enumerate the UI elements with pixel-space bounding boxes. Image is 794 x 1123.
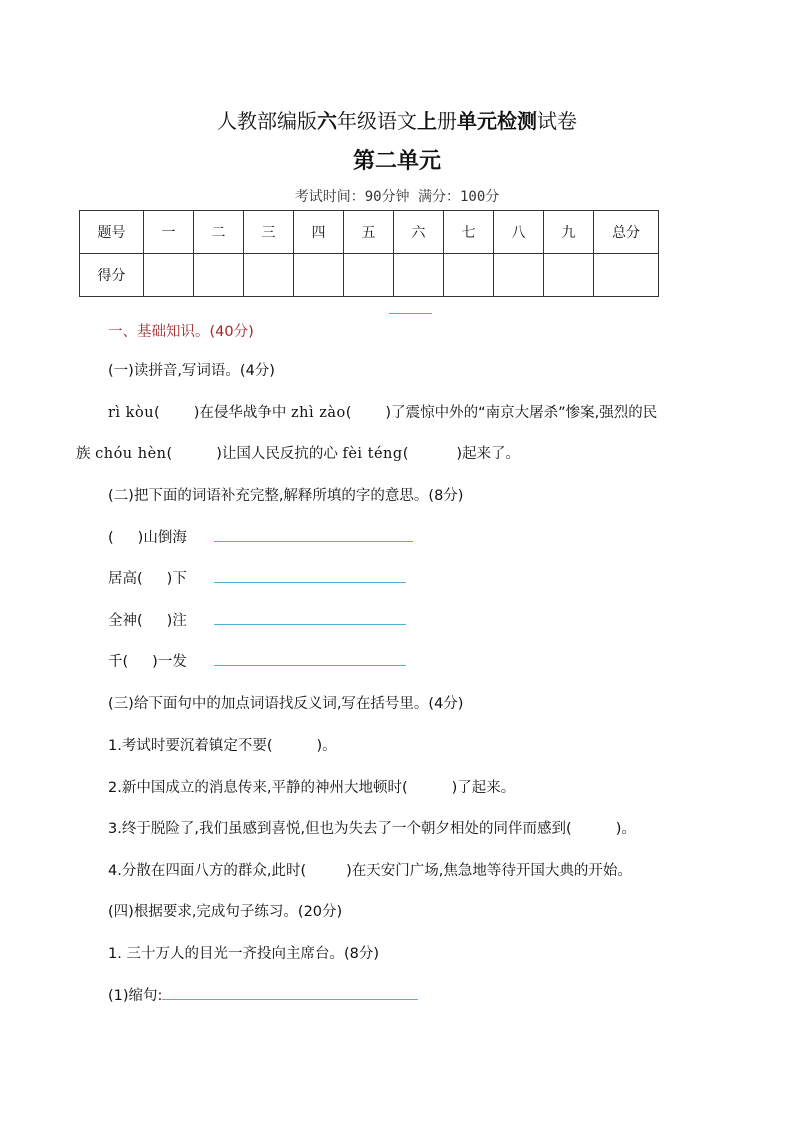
score-header-cell: 一	[144, 211, 194, 254]
sentence-question: 1. 三十万人的目光一齐投向主席台。(8分)	[108, 946, 379, 962]
score-header-cell: 题号	[80, 211, 144, 254]
antonym-pre: 4.分散在四面八方的群众,此时(	[108, 863, 307, 879]
score-cell[interactable]	[344, 254, 394, 297]
score-cell[interactable]	[244, 254, 294, 297]
part1-heading: (一)读拼音,写词语。(4分)	[108, 363, 275, 379]
antonym-post: )了起来。	[451, 780, 516, 796]
score-header-cell: 总分	[594, 211, 659, 254]
explanation-line[interactable]	[214, 624, 406, 625]
antonym-pre: 2.新中国成立的消息传来,平静的神州大地顿时(	[108, 780, 408, 796]
open-paren: (	[154, 405, 160, 421]
idiom-post: )下	[166, 571, 187, 587]
score-header-cell: 二	[194, 211, 244, 254]
idiom-pre: 千(	[108, 654, 129, 670]
score-cell[interactable]	[594, 254, 659, 297]
part3-heading: (三)给下面句中的加点词语找反义词,写在括号里。(4分)	[108, 696, 464, 712]
antonym-item	[108, 817, 636, 838]
explanation-line[interactable]	[214, 665, 406, 666]
title-part: 人教部编版	[217, 109, 317, 133]
score-header-cell: 六	[394, 211, 444, 254]
pinyin-text: fèi téng	[342, 446, 403, 462]
score-cell[interactable]	[194, 254, 244, 297]
explanation-line[interactable]	[214, 541, 413, 542]
open-paren: (	[402, 446, 409, 462]
score-header-cell: 三	[244, 211, 294, 254]
idiom-pre: (	[108, 530, 114, 546]
line-text: )让国人民反抗的心	[216, 446, 343, 462]
explanation-line[interactable]	[214, 582, 406, 583]
score-cell[interactable]	[394, 254, 444, 297]
line-text: 族	[76, 446, 96, 462]
antonym-post: )在天安门广场,焦急地等待开国大典的开始。	[346, 863, 632, 879]
shorten-sentence-label: (1)缩句:	[108, 988, 163, 1004]
line-text: )起来了。	[456, 446, 521, 462]
antonym-item	[108, 734, 337, 755]
idiom-pre: 全神(	[108, 613, 143, 629]
score-header-cell: 七	[444, 211, 494, 254]
pinyin-text: chóu hèn	[95, 446, 167, 462]
score-cell[interactable]	[294, 254, 344, 297]
pinyin-line-1	[108, 401, 657, 422]
score-cell[interactable]	[444, 254, 494, 297]
antonym-pre: 1.考试时要沉着镇定不要(	[108, 738, 273, 754]
idiom-post: )注	[166, 613, 187, 629]
title-part: 年级语文	[337, 109, 417, 133]
answer-line[interactable]	[162, 999, 418, 1000]
idiom-post: )山倒海	[137, 530, 187, 546]
unit-subtitle: 第二单元	[352, 148, 441, 174]
page-title	[0, 105, 794, 134]
score-header-cell: 四	[294, 211, 344, 254]
line-text: )在侵华战争中	[193, 405, 291, 421]
open-paren: (	[166, 446, 173, 462]
title-part: 册	[437, 109, 457, 133]
title-part: 单元检测	[457, 109, 537, 133]
open-paren: (	[345, 405, 352, 421]
line-text: )了震惊中外的“南京大屠杀”惨案,强烈的民	[385, 405, 658, 421]
idiom-item	[108, 650, 187, 671]
pinyin-text: rì kòu	[108, 405, 155, 421]
idiom-post: )一发	[152, 654, 187, 670]
score-row-label: 得分	[80, 254, 144, 297]
title-part: 上	[417, 109, 437, 133]
score-cell[interactable]	[494, 254, 544, 297]
antonym-pre: 3.终于脱险了,我们虽感到喜悦,但也为失去了一个朝夕相处的同伴而感到(	[108, 821, 572, 837]
part4-heading: (四)根据要求,完成句子练习。(20分)	[108, 904, 343, 920]
score-cell[interactable]	[144, 254, 194, 297]
score-header-cell: 八	[494, 211, 544, 254]
antonym-post: )。	[316, 738, 337, 754]
idiom-item	[108, 526, 187, 547]
section-heading: 一、基础知识。(40分)	[108, 324, 254, 340]
title-part: 六	[317, 109, 337, 133]
antonym-item	[108, 859, 632, 880]
score-table	[79, 210, 659, 297]
antonym-item	[108, 776, 515, 797]
score-header-cell: 九	[544, 211, 594, 254]
decorative-rule	[389, 313, 432, 314]
antonym-post: )。	[615, 821, 636, 837]
pinyin-text: zhì zào	[290, 405, 346, 421]
idiom-item	[108, 609, 187, 630]
part2-heading: (二)把下面的词语补充完整,解释所填的字的意思。(8分)	[108, 488, 464, 504]
pinyin-line-2	[76, 442, 520, 463]
exam-info: 考试时间：90分钟 满分：100分	[294, 189, 500, 205]
score-cell[interactable]	[544, 254, 594, 297]
idiom-pre: 居高(	[108, 571, 143, 587]
title-part: 试卷	[537, 109, 577, 133]
score-header-cell: 五	[344, 211, 394, 254]
score-table-score-row	[80, 254, 659, 297]
score-table-header-row	[80, 211, 659, 254]
idiom-item	[108, 567, 187, 588]
